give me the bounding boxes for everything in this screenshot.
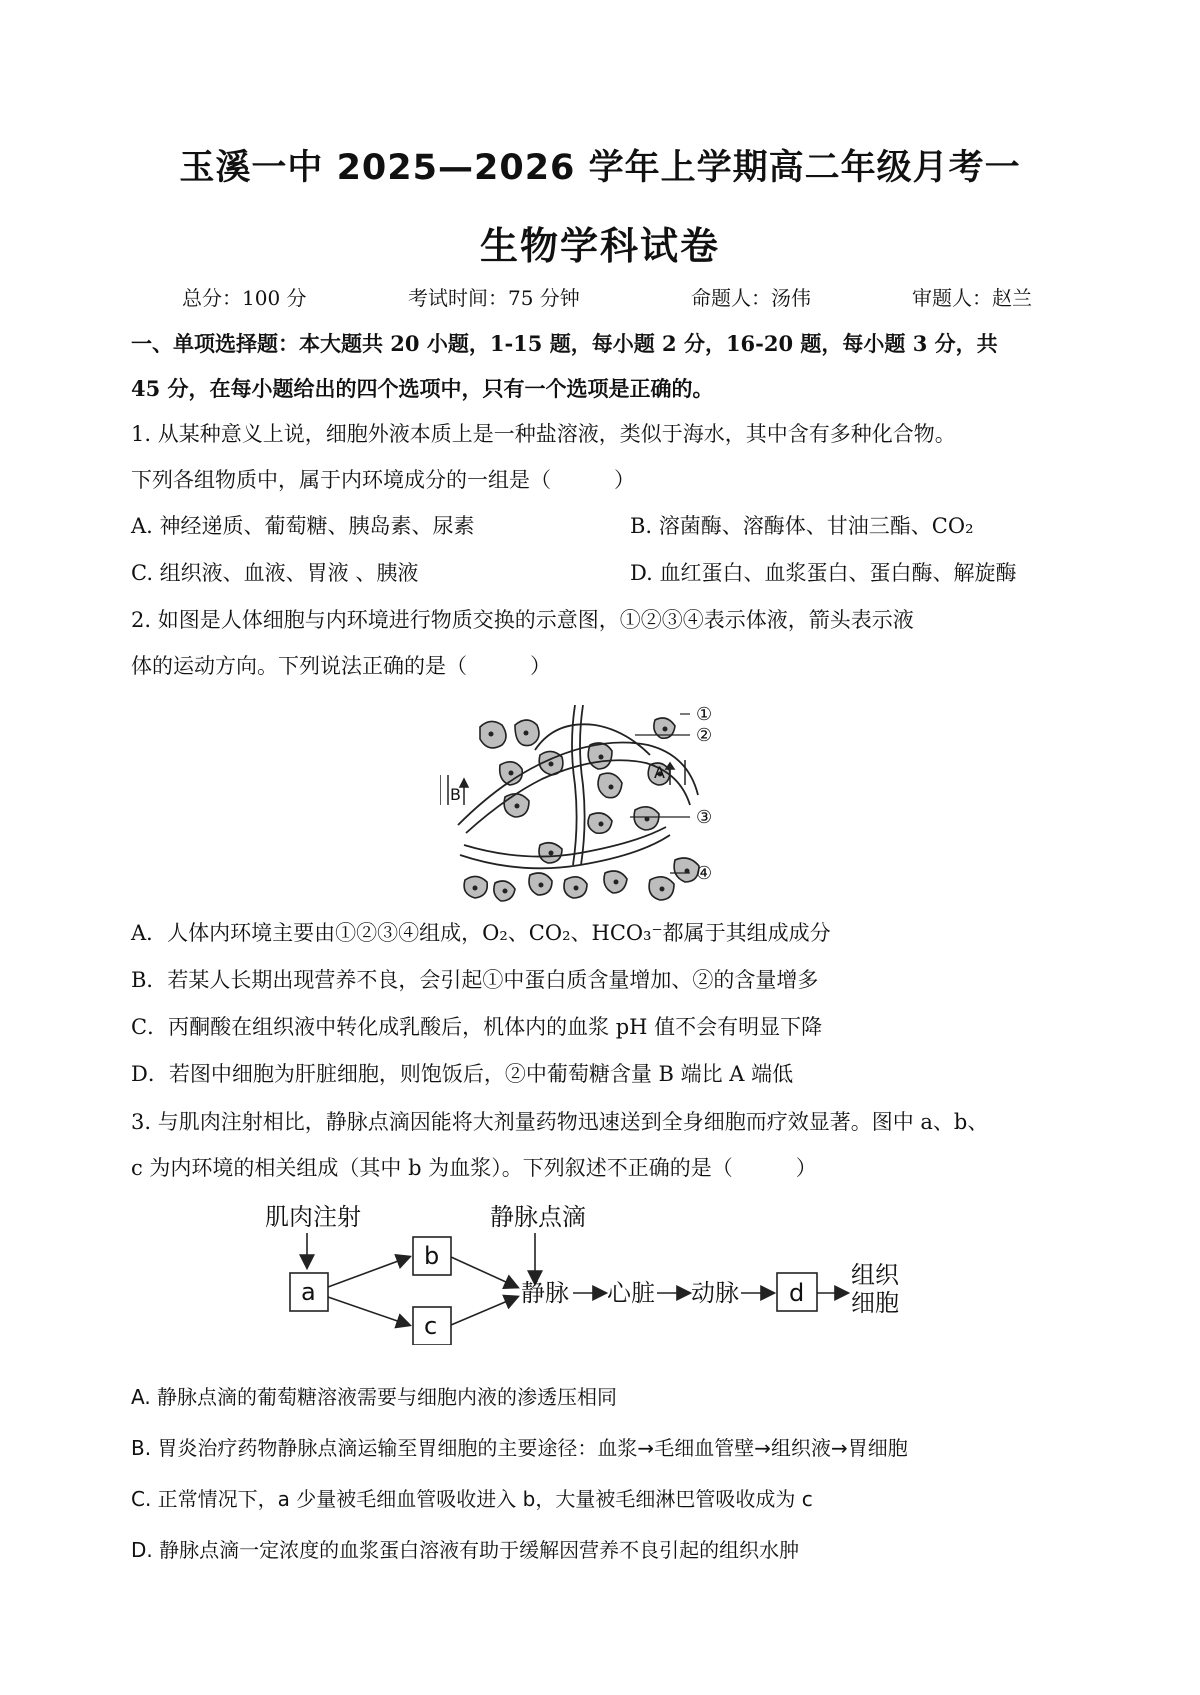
q3-option-d: D. 静脉点滴一定浓度的血浆蛋白溶液有助于缓解因营养不良引起的组织水肿 (131, 1538, 800, 1562)
total-score: 总分：100 分 (182, 286, 307, 310)
q3-option-b: B. 胃炎治疗药物静脉点滴运输至胃细胞的主要途径：血浆→毛细血管壁→组织液→胃细胞 (131, 1436, 908, 1460)
node-vein: 静脉 (521, 1279, 569, 1307)
reviewer: 审题人：赵兰 (912, 286, 1032, 310)
q1-stem-line2: 下列各组物质中，属于内环境成分的一组是（ ） (131, 468, 635, 492)
q2-option-a: A．人体内环境主要由①②③④组成，O₂、CO₂、HCO₃⁻都属于其组成成分 (131, 921, 831, 945)
node-b: b (424, 1242, 440, 1270)
fluid-label-1: ① (696, 705, 713, 725)
author: 命题人：汤伟 (691, 286, 811, 310)
drug-route-diagram (265, 1195, 945, 1345)
node-tissue-line1: 组织 (851, 1261, 899, 1289)
q2-option-c: C．丙酮酸在组织液中转化成乳酸后，机体内的血浆 pH 值不会有明显下降 (131, 1015, 823, 1039)
q1-stem-line1: 1. 从某种意义上说，细胞外液本质上是一种盐溶液，类似于海水，其中含有多种化合物。 (131, 422, 956, 446)
q2-option-b: B．若某人长期出现营养不良，会引起①中蛋白质含量增加、②的含量增多 (131, 968, 819, 992)
node-heart: 心脏 (607, 1279, 655, 1307)
q1-option-d: D. 血红蛋白、血浆蛋白、蛋白酶、解旋酶 (630, 561, 1017, 585)
arrow-a-label: A (654, 763, 665, 782)
fluid-label-2: ② (696, 725, 713, 746)
im-injection-label: 肌肉注射 (265, 1203, 361, 1231)
q1-option-c: C. 组织液、血液、胃液 、胰液 (131, 561, 419, 585)
exam-subtitle: 生物学科试卷 (479, 224, 720, 268)
q1-option-a: A. 神经递质、葡萄糖、胰岛素、尿素 (131, 514, 475, 538)
node-c: c (424, 1312, 438, 1340)
q1-option-b: B. 溶菌酶、溶酶体、甘油三酯、CO₂ (630, 514, 974, 538)
q2-stem-line1: 2. 如图是人体细胞与内环境进行物质交换的示意图，①②③④表示体液，箭头表示液 (131, 608, 914, 632)
exam-time: 考试时间：75 分钟 (408, 286, 580, 310)
node-artery: 动脉 (691, 1279, 739, 1307)
q2-option-d: D．若图中细胞为肝脏细胞，则饱饭后，②中葡萄糖含量 B 端比 A 端低 (131, 1062, 794, 1086)
iv-drip-label: 静脉点滴 (490, 1203, 586, 1231)
q3-option-a: A. 静脉点滴的葡萄糖溶液需要与细胞内液的渗透压相同 (131, 1385, 618, 1409)
section-heading-line2: 45 分，在每小题给出的四个选项中，只有一个选项是正确的。 (131, 376, 714, 401)
fluid-label-4: ④ (696, 863, 713, 884)
q3-stem-line2: c 为内环境的相关组成（其中 b 为血浆）。下列叙述不正确的是（ ） (131, 1156, 817, 1180)
arrow-b-label: B (450, 785, 461, 804)
node-tissue-line2: 细胞 (851, 1289, 899, 1317)
q3-stem-line1: 3. 与肌肉注射相比，静脉点滴因能将大剂量药物迅速送到全身细胞而疗效显著。图中 a、b、 (131, 1110, 989, 1134)
fluid-label-3: ③ (696, 807, 713, 828)
node-a: a (301, 1278, 316, 1306)
node-d: d (789, 1279, 805, 1307)
body-fluid-diagram (440, 705, 780, 905)
exam-title: 玉溪一中 2025—2026 学年上学期高二年级月考一 (179, 148, 1021, 188)
q2-stem-line2: 体的运动方向。下列说法正确的是（ ） (131, 654, 551, 678)
q3-option-c: C. 正常情况下，a 少量被毛细血管吸收进入 b，大量被毛细淋巴管吸收成为 c (131, 1487, 813, 1511)
section-heading-line1: 一、单项选择题：本大题共 20 小题，1-15 题，每小题 2 分，16-20 题，每小题 3 分，共 (131, 331, 998, 356)
